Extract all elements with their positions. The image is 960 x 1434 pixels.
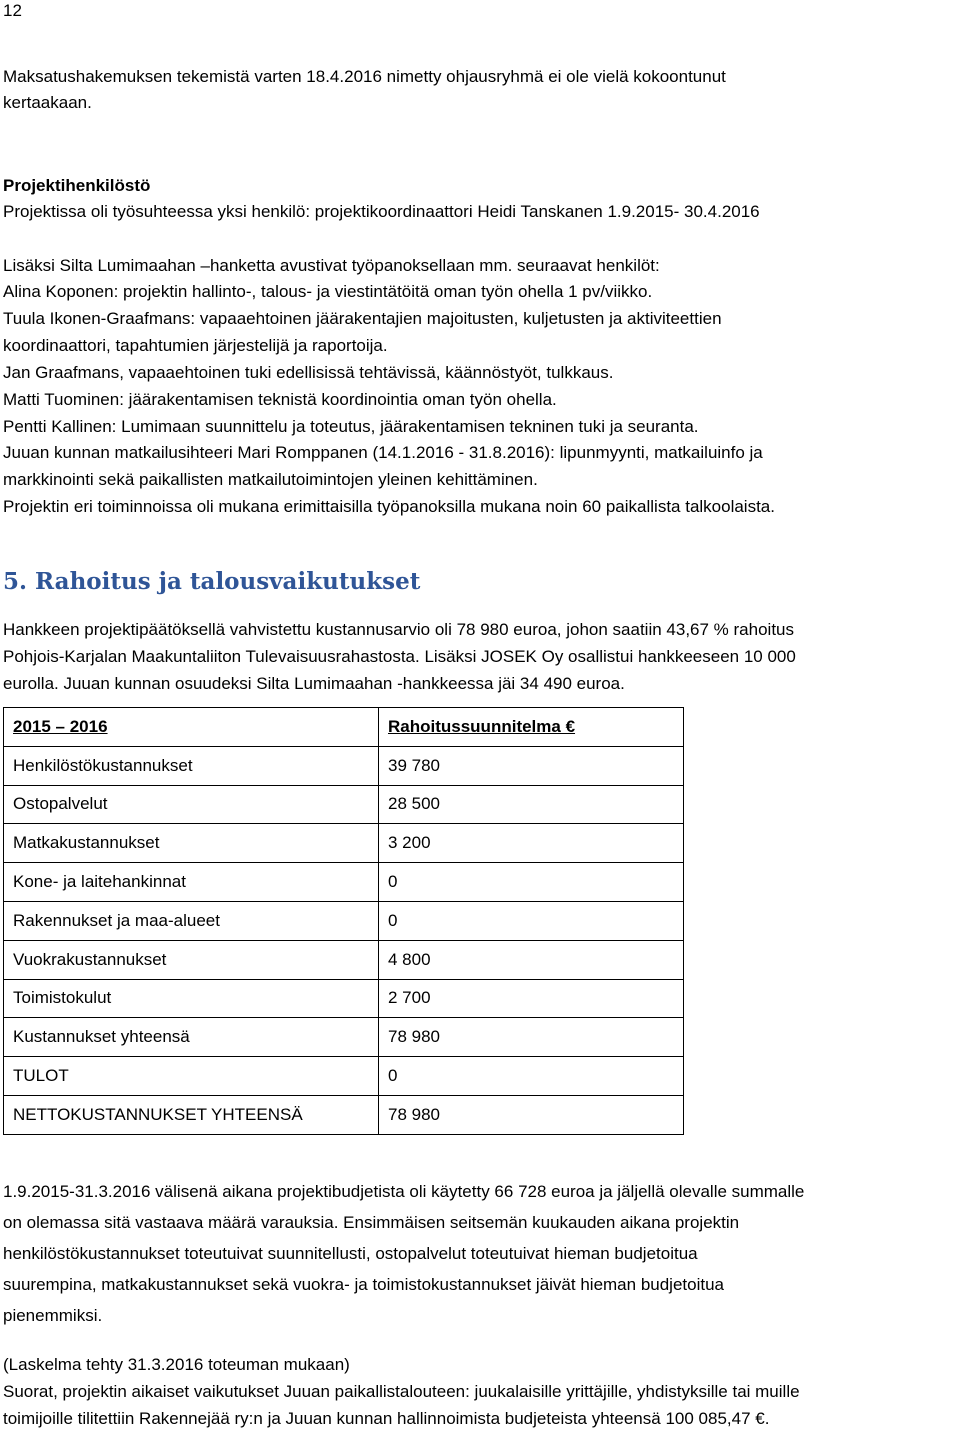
budget-table-row [4, 785, 684, 824]
budget-table [3, 707, 684, 1135]
budget-table-row [4, 901, 684, 940]
budget-row-value: 2 700 [379, 979, 684, 1018]
paragraph-line: Alina Koponen: projektin hallinto-, talous- ja viestintätöitä oman työn ohella 1 pv/viikko. [3, 282, 653, 301]
paragraph-line: eurolla. Juuan kunnan osuudeksi Silta Lumimaahan -hankkeessa jäi 34 490 euroa. [3, 674, 625, 693]
budget-row-value: 0 [379, 901, 684, 940]
budget-row-value: 39 780 [379, 746, 684, 785]
budget-row-value: 0 [379, 1057, 684, 1096]
budget-table-row [4, 1018, 684, 1057]
paragraph-line: kertaakaan. [3, 93, 92, 112]
section-heading-staff: Projektihenkilöstö [3, 176, 151, 195]
budget-row-label: TULOT [4, 1057, 379, 1096]
budget-row-value: 0 [379, 863, 684, 902]
budget-row-value: 4 800 [379, 940, 684, 979]
paragraph-line: koordinaattori, tapahtumien järjestelijä ja raportoija. [3, 336, 388, 355]
budget-table-row [4, 1057, 684, 1096]
budget-table-row [4, 979, 684, 1018]
paragraph-line: Matti Tuominen: jäärakentamisen teknistä koordinointia oman työn ohella. [3, 390, 557, 409]
budget-row-value: 78 980 [379, 1018, 684, 1057]
paragraph-line: markkinointi sekä paikallisten matkailutoimintojen yleinen kehittäminen. [3, 470, 538, 489]
budget-row-label: Rakennukset ja maa-alueet [4, 901, 379, 940]
section-5-number: 5. [3, 568, 28, 595]
budget-row-label: Matkakustannukset [4, 824, 379, 863]
paragraph-line: Hankkeen projektipäätöksellä vahvistettu kustannusarvio oli 78 980 euroa, johon saatiin 43,67 % rahoitus [3, 620, 794, 639]
paragraph-line: Lisäksi Silta Lumimaahan –hanketta avustivat työpanoksellaan mm. seuraavat henkilöt: [3, 256, 660, 275]
budget-header-plan [379, 708, 684, 747]
budget-row-label: Toimistokulut [4, 979, 379, 1018]
budget-table-row [4, 824, 684, 863]
section-5-title: Rahoitus ja talousvaikutukset [35, 568, 421, 595]
paragraph-line: suurempina, matkakustannukset sekä vuokra- ja toimistokustannukset jäivät hieman budjetoitua [3, 1275, 724, 1294]
paragraph-line: Tuula Ikonen-Graafmans: vapaaehtoinen jäärakentajien majoitusten, kuljetusten ja aktiviteettien [3, 309, 722, 328]
section-5-heading [3, 568, 420, 595]
budget-row-label: Vuokrakustannukset [4, 940, 379, 979]
page-number: 12 [3, 1, 22, 20]
paragraph-line: Suorat, projektin aikaiset vaikutukset Juuan paikallistalouteen: juukalaisille yrittäjille, yhdistyksille tai muille [3, 1382, 800, 1401]
budget-table-header-row [4, 708, 684, 747]
budget-row-label: NETTOKUSTANNUKSET YHTEENSÄ [4, 1095, 379, 1134]
paragraph-line: henkilöstökustannukset toteutuivat suunnitellusti, ostopalvelut toteutuivat hieman budjetoitua [3, 1244, 698, 1263]
paragraph-line: 1.9.2015-31.3.2016 välisenä aikana projektibudjetista oli käytetty 66 728 euroa ja jäljellä olevalle summalle [3, 1182, 805, 1201]
budget-header-plan-text: Rahoitussuunnitelma € [388, 716, 576, 736]
budget-table-row [4, 863, 684, 902]
paragraph-line: Pentti Kallinen: Lumimaan suunnittelu ja toteutus, jäärakentamisen tekninen tuki ja seuranta. [3, 417, 699, 436]
budget-table-row [4, 940, 684, 979]
paragraph-line: Jan Graafmans, vapaaehtoinen tuki edellisissä tehtävissä, käännöstyöt, tulkkaus. [3, 363, 614, 382]
paragraph-line: Projektin eri toiminnoissa oli mukana erimittaisilla työpanoksilla mukana noin 60 paikallista talkoolaista. [3, 497, 775, 516]
paragraph-line: (Laskelma tehty 31.3.2016 toteuman mukaan) [3, 1355, 350, 1374]
budget-header-period [4, 708, 379, 747]
paragraph-line: on olemassa sitä vastaava määrä varauksia. Ensimmäisen seitsemän kuukauden aikana projektin [3, 1213, 740, 1232]
paragraph-line: toimijoille tilitettiin Rakennejää ry:n ja Juuan kunnan hallinnoimista budjeteista yhteensä 100 085,47 €. [3, 1409, 770, 1428]
paragraph-line: Maksatushakemuksen tekemistä varten 18.4.2016 nimetty ohjausryhmä ei ole vielä kokoontunut [3, 67, 726, 86]
budget-table-row [4, 1095, 684, 1134]
paragraph-line: pienemmiksi. [3, 1306, 103, 1325]
paragraph-line: Juuan kunnan matkailusihteeri Mari Romppanen (14.1.2016 - 31.8.2016): lipunmyynti, matkailuinfo ja [3, 443, 763, 462]
budget-header-period-text: 2015 – 2016 [13, 716, 108, 736]
budget-row-label: Kone- ja laitehankinnat [4, 863, 379, 902]
budget-row-value: 3 200 [379, 824, 684, 863]
budget-row-value: 78 980 [379, 1095, 684, 1134]
budget-row-label: Kustannukset yhteensä [4, 1018, 379, 1057]
budget-row-label: Ostopalvelut [4, 785, 379, 824]
paragraph-line: Projektissa oli työsuhteessa yksi henkilö: projektikoordinaattori Heidi Tanskanen 1.9.2015- 30.4.2016 [3, 202, 760, 221]
budget-table-row [4, 746, 684, 785]
budget-row-label: Henkilöstökustannukset [4, 746, 379, 785]
paragraph-line: Pohjois-Karjalan Maakuntaliiton Tulevaisuusrahastosta. Lisäksi JOSEK Oy osallistui hankkeeseen 10 000 [3, 647, 796, 666]
budget-row-value: 28 500 [379, 785, 684, 824]
